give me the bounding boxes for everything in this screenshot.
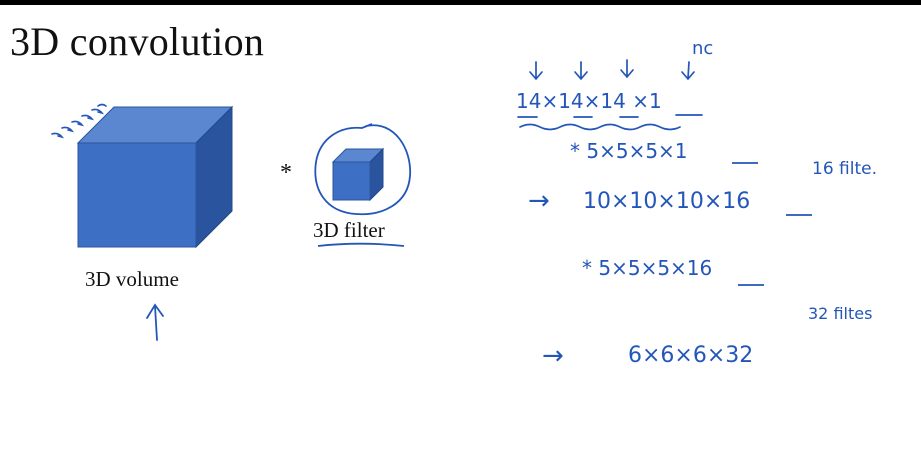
slide-title: 3D convolution [10, 19, 265, 64]
filter-label-underline [318, 244, 404, 246]
note-output-dims-1: 10×10×10×16 [583, 189, 751, 214]
note-filter-dims-2: * 5×5×5×16 [582, 256, 713, 280]
arrow-icon: → [528, 186, 550, 216]
volume-label: 3D volume [85, 267, 179, 291]
note-filter-count-2: 32 filtes [808, 304, 873, 323]
volume-cube [78, 107, 232, 247]
arrow-icon: → [542, 341, 564, 371]
volume-cube-front [78, 143, 196, 247]
note-output-dims-2: 6×6×6×32 [628, 343, 754, 368]
convolution-operator: * [280, 160, 292, 186]
dimension-arrows [530, 60, 694, 79]
row1-underlines [518, 115, 702, 130]
filter-cube-front [333, 162, 370, 200]
up-arrow-icon [147, 305, 163, 340]
filter-cube [333, 149, 383, 200]
note-filter-count-1: 16 filte. [812, 159, 877, 179]
filter-label: 3D filter [313, 218, 385, 242]
note-input-dims: 14×14×14 ×1 [516, 89, 662, 113]
note-filter-dims-1: * 5×5×5×1 [570, 139, 688, 163]
nc-label: nc [692, 38, 714, 59]
